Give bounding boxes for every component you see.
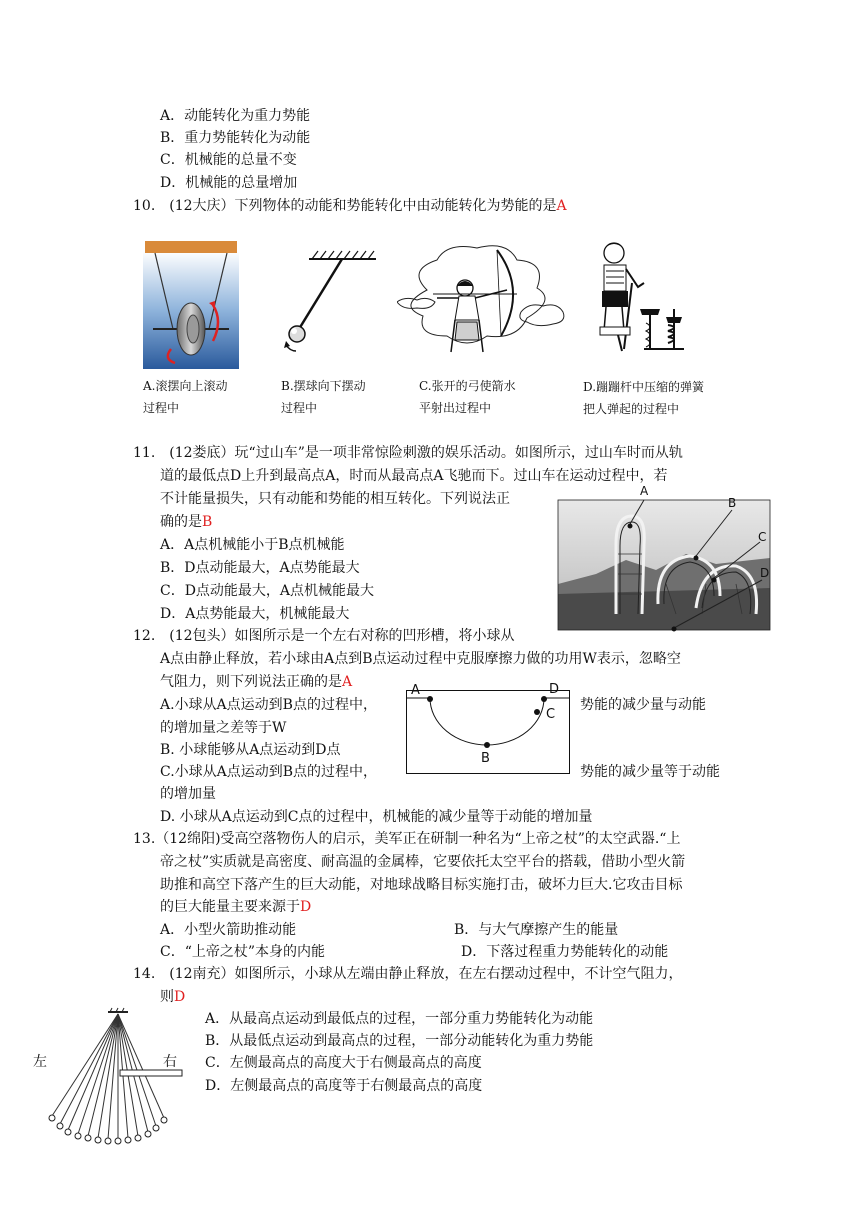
rolling-wheel-figure: [143, 241, 239, 369]
q11-option-c: C．D点动能最大，A点机械能最大: [160, 583, 375, 599]
q10-stem-text: 10. (12大庆）下列物体的动能和势能转化中由动能转化为势能的是: [133, 198, 557, 214]
q13-line4-text: 的巨大能量主要来源于: [160, 899, 300, 915]
q12-line3-text: 气阻力，则下列说法正确的是: [160, 674, 342, 690]
coaster-label-d: D: [760, 566, 770, 580]
pendulum-swing-figure: [24, 1006, 200, 1148]
q9-option-d: D．机械能的总量增加: [160, 175, 298, 191]
q11-line4-text: 确的是: [160, 514, 202, 530]
roller-coaster-photo: [556, 484, 772, 632]
q13-option-a: A．小型火箭助推动能: [160, 922, 297, 938]
archer-figure: [397, 240, 567, 354]
q12-line2: A点由静止释放，若小球由A点到B点运动过程中克服摩擦力做的功用W表示，忽略空: [160, 651, 681, 667]
q10-stem: [133, 196, 567, 216]
q14-left-label: 左: [33, 1054, 47, 1070]
q14-option-b: B．从最低点运动到最高点的过程，一部分动能转化为重力势能: [205, 1033, 594, 1049]
q11-answer: B: [202, 514, 213, 530]
q11-option-a: A．A点机械能小于B点机械能: [160, 537, 345, 553]
pogo-stick-figure: [584, 239, 696, 359]
q11-line3: 不计能量损失，只有动能和势能的相互转化。下列说法正: [160, 491, 510, 507]
q12-option-c-left: C.小球从A点运动到B点的过程中，: [160, 764, 378, 780]
q9-option-b: B．重力势能转化为动能: [160, 130, 311, 146]
q14-line1: 14. (12南充）如图所示，小球从左端由静止释放，在左右摆动过程中，不计空气阻力，: [133, 966, 683, 982]
groove-label-c: C: [546, 707, 556, 722]
q10-caption-c-line2: 平射出过程中: [419, 401, 492, 415]
q12-option-c-line2: 的增加量: [160, 786, 216, 802]
q12-line3: [160, 672, 352, 692]
q13-option-b: B．与大气摩擦产生的能量: [454, 922, 619, 938]
q12-option-a-right: 势能的减少量与动能: [580, 697, 706, 713]
groove-label-a: A: [411, 683, 420, 698]
q11-line1: 11. (12娄底）玩“过山车”是一项非常惊险刺激的娱乐活动。如图所示，过山车时而从轨: [133, 445, 683, 461]
q10-caption-b-line2: 过程中: [281, 401, 318, 415]
q10-caption-d-line1: D.蹦蹦杆中压缩的弹簧: [583, 380, 705, 394]
q14-line2-text: 则: [160, 989, 174, 1005]
q9-option-c: C．机械能的总量不变: [160, 152, 297, 168]
q13-line2: 帝之杖”实质就是高密度、耐高温的金属棒，它要依托太空平台的搭载，借助小型火箭: [160, 854, 686, 870]
q11-option-d: D．A点势能最大，机械能最大: [160, 606, 350, 622]
q12-option-a-left: A.小球从A点运动到B点的过程中，: [160, 697, 377, 713]
q9-option-a: A．动能转化为重力势能: [160, 108, 311, 124]
q12-answer: A: [342, 674, 353, 690]
q14-option-c: C．左侧最高点的高度大于右侧最高点的高度: [205, 1055, 482, 1071]
q10-caption-a-line2: 过程中: [143, 401, 180, 415]
q12-line1: 12. (12包头）如图所示是一个左右对称的凹形槽，将小球从: [133, 628, 515, 644]
q11-line2: 道的最低点D上升到最高点A，时而从最高点A飞驰而下。过山车在运动过程中，若: [160, 468, 668, 484]
q10-caption-a-line1: A.滚摆向上滚动: [143, 379, 228, 393]
pendulum-figure: [284, 249, 379, 355]
coaster-label-a: A: [640, 484, 649, 498]
q13-line4: [160, 897, 311, 917]
q13-line1: 13.（12绵阳)受高空落物伤人的启示，美军正在研制一种名为“上帝之杖”的太空武器.“上: [133, 831, 681, 847]
q11-option-b: B．D点动能最大，A点势能最大: [160, 560, 360, 576]
q14-option-a: A．从最高点运动到最低点的过程，一部分重力势能转化为动能: [205, 1011, 594, 1027]
groove-label-b: B: [481, 751, 490, 766]
q13-option-d: D．下落过程重力势能转化的动能: [461, 944, 669, 960]
q10-caption-d-line2: 把人弹起的过程中: [583, 402, 680, 416]
coaster-label-c: C: [758, 530, 767, 544]
q13-answer: D: [300, 899, 312, 915]
q11-line4: [160, 512, 212, 532]
q10-answer: A: [556, 198, 567, 214]
q12-option-c-right: 势能的减少量等于动能: [580, 764, 720, 780]
q10-caption-b-line1: B.摆球向下摆动: [281, 379, 366, 393]
q12-option-d: D. 小球从A点运动到C点的过程中，机械能的减少量等于动能的增加量: [160, 809, 593, 825]
q13-option-c: C．“上帝之杖”本身的内能: [160, 944, 326, 960]
q14-answer: D: [174, 989, 186, 1005]
q12-option-a-line2: 的增加量之差等于W: [160, 720, 287, 736]
groove-label-d: D: [549, 682, 560, 697]
q14-option-d: D．左侧最高点的高度等于右侧最高点的高度: [205, 1078, 483, 1094]
q10-caption-c-line1: C.张开的弓使箭水: [419, 379, 516, 393]
q14-line2: [160, 987, 185, 1007]
q12-option-b: B. 小球能够从A点运动到D点: [160, 742, 341, 758]
q14-right-label: 右: [163, 1054, 177, 1070]
coaster-label-b: B: [728, 496, 737, 510]
q13-line3: 助推和高空下落产生的巨大动能，对地球战略目标实施打击，破坏力巨大.它攻击目标: [160, 877, 683, 893]
